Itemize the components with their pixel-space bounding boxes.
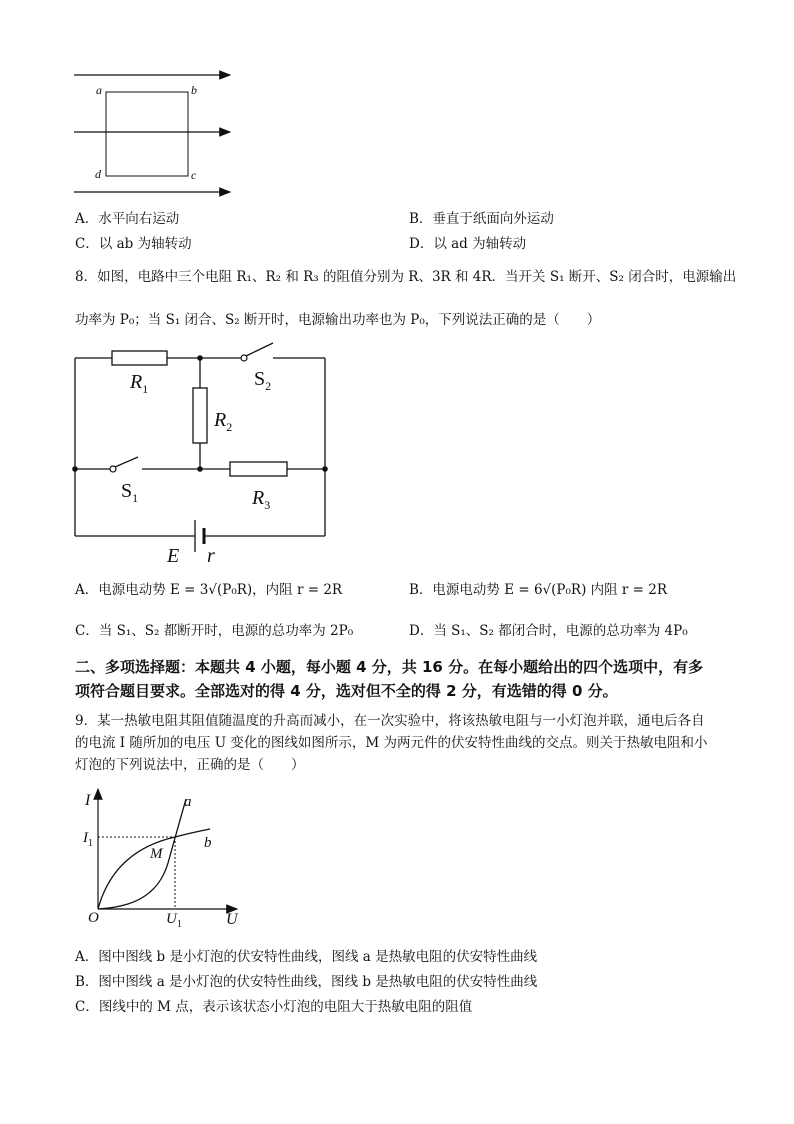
q9-option-b[interactable]: B．图中图线 a 是小灯泡的伏安特性曲线，图线 b 是热敏电阻的伏安特性曲线 bbox=[75, 974, 538, 990]
q8-option-d[interactable]: D．当 S₁、S₂ 都闭合时，电源的总功率为 4P₀ bbox=[409, 623, 688, 639]
curve-a bbox=[98, 799, 186, 909]
label-i1: $I_1$ bbox=[83, 830, 93, 849]
label-i: I bbox=[85, 792, 91, 809]
label-a: a bbox=[96, 83, 102, 97]
q8-option-b[interactable]: B．电源电动势 E = 6√(P₀R) 内阻 r = 2R bbox=[409, 582, 668, 598]
q9-stem-line3: 灯泡的下列说法中，正确的是（ ） bbox=[75, 757, 305, 773]
switch-s2 bbox=[246, 343, 273, 356]
label-u: U bbox=[226, 911, 238, 928]
label-o: O bbox=[88, 910, 99, 926]
label-r: r bbox=[207, 545, 215, 567]
q8-stem-line1: 8．如图，电路中三个电阻 R₁、R₂ 和 R₃ 的阻值分别为 R、3R 和 4R．当开关 S₁ 断开、S₂ 闭合时，电源输出 bbox=[75, 269, 737, 285]
label-r3: $R_3$ bbox=[252, 487, 271, 512]
resistor-r2 bbox=[193, 388, 207, 443]
q9-stem-line1: 9．某一热敏电阻其阻值随温度的升高而减小，在一次实验中，将该热敏电阻与一小灯泡并联，通电后各自 bbox=[75, 713, 705, 729]
label-m: M bbox=[150, 846, 163, 862]
iu-graph bbox=[80, 785, 260, 935]
field-loop-figure bbox=[66, 66, 306, 206]
label-r2: $R_2$ bbox=[214, 409, 233, 434]
q7-option-c[interactable]: C．以 ab 为轴转动 bbox=[75, 236, 192, 252]
q9-stem-line2: 的电流 I 随所加的电压 U 变化的图线如图所示，M 为两元件的伏安特性曲线的交点。则关于热敏电阻和小 bbox=[75, 735, 708, 751]
loop-abcd bbox=[106, 92, 188, 176]
label-a-curve: a bbox=[184, 794, 192, 810]
q8-option-c[interactable]: C．当 S₁、S₂ 都断开时，电源的总功率为 2P₀ bbox=[75, 623, 354, 639]
label-b: b bbox=[191, 83, 197, 97]
label-s2: $S_2$ bbox=[254, 368, 272, 393]
resistor-r1 bbox=[112, 351, 167, 365]
label-b-curve: b bbox=[204, 835, 212, 851]
switch-s1 bbox=[115, 457, 138, 467]
label-r1: $R_1$ bbox=[130, 371, 149, 396]
label-u1: $U_1$ bbox=[166, 911, 182, 930]
q7-option-a[interactable]: A．水平向右运动 bbox=[75, 211, 180, 227]
section2-heading-line1: 二、多项选择题：本题共 4 小题，每小题 4 分，共 16 分。在每小题给出的四个选项中，有多 bbox=[75, 658, 704, 676]
label-e: E bbox=[167, 545, 180, 567]
label-c: c bbox=[191, 168, 197, 182]
circuit-diagram bbox=[70, 345, 340, 575]
q8-option-a[interactable]: A．电源电动势 E = 3√(P₀R)，内阻 r = 2R bbox=[75, 582, 343, 598]
curve-b bbox=[98, 829, 210, 909]
q7-option-b[interactable]: B．垂直于纸面向外运动 bbox=[409, 211, 554, 227]
q8-stem-line2: 功率为 P₀；当 S₁ 闭合、S₂ 断开时，电源输出功率也为 P₀，下列说法正确的是（ ） bbox=[75, 312, 601, 328]
q9-option-a[interactable]: A．图中图线 b 是小灯泡的伏安特性曲线，图线 a 是热敏电阻的伏安特性曲线 bbox=[75, 949, 538, 965]
label-s1: $S_1$ bbox=[121, 480, 139, 505]
section2-heading-line2: 项符合题目要求。全部选对的得 4 分，选对但不全的得 2 分，有选错的得 0 分。 bbox=[75, 682, 618, 700]
label-d: d bbox=[95, 167, 101, 181]
q9-option-c[interactable]: C．图线中的 M 点，表示该状态小灯泡的电阻大于热敏电阻的阻值 bbox=[75, 999, 473, 1015]
resistor-r3 bbox=[230, 462, 287, 476]
q7-option-d[interactable]: D．以 ad 为轴转动 bbox=[409, 236, 527, 252]
